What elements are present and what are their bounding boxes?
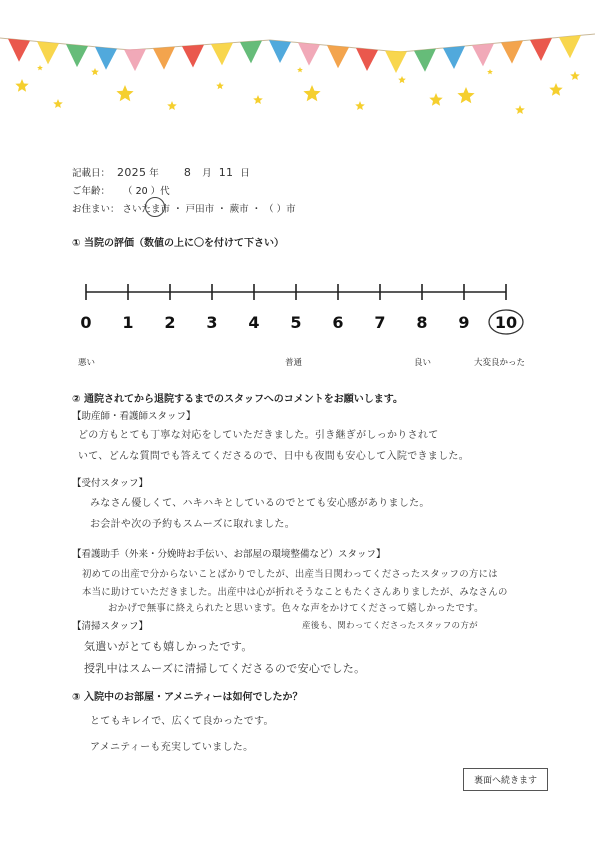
- reception-comment-line1: みなさん優しくて、ハキハキとしているのでとても安心感がありました。: [90, 498, 430, 509]
- date-month: 8: [183, 166, 192, 179]
- star-icon: [297, 67, 303, 72]
- scale-number-5: 5: [290, 313, 302, 332]
- bunting-flag: [269, 40, 291, 63]
- star-icon: [37, 65, 43, 70]
- bunting-flag: [153, 47, 175, 70]
- star-icon: [487, 69, 493, 74]
- rating-label-bad: 悪い: [78, 358, 96, 368]
- bunting-flag: [443, 46, 465, 69]
- bunting-flag: [8, 39, 30, 62]
- date-row: [72, 165, 250, 179]
- bunting-flag: [356, 48, 378, 71]
- bunting-flag: [298, 43, 320, 66]
- bunting-flag: [182, 45, 204, 68]
- cleaning-label: 【清掃スタッフ】: [72, 621, 149, 632]
- bunting-flag: [530, 38, 552, 61]
- rating-scale: [60, 250, 540, 340]
- rating-label-very-good: 大変良かった: [474, 358, 526, 368]
- star-icon: [429, 93, 442, 106]
- residence-selection-circle: [145, 197, 165, 217]
- bunting-flag: [472, 43, 494, 66]
- amenity-comment-line1: とてもキレイで、広くて良かったです。: [90, 716, 274, 727]
- assistant-comment-line3: おかげで無事に終えられたと思います。色々な声をかけてくださって嬉しかったです。: [108, 603, 484, 614]
- age-label: ご年齢：: [72, 186, 111, 197]
- star-icon: [53, 99, 63, 108]
- scale-number-3: 3: [206, 313, 218, 332]
- bunting-flag: [559, 35, 581, 58]
- star-icon: [91, 68, 99, 75]
- scale-number-2: 2: [164, 313, 176, 332]
- section3-title: ③ 入院中のお部屋・アメニティーは如何でしたか？: [72, 692, 303, 703]
- rating-label-normal: 普通: [285, 358, 303, 368]
- star-icon: [549, 83, 562, 96]
- assistant-comment-line2: 本当に助けていただきました。出産中は心が折れそうなこともたくさんありましたが、みなさんの: [82, 587, 508, 598]
- continue-on-back-button[interactable]: 裏面へ続きます: [463, 768, 548, 791]
- assistant-label: 【看護助手（外来・分娩時お手伝い、お部屋の環境整備など）スタッフ】: [72, 549, 386, 560]
- bunting-flag: [501, 41, 523, 64]
- bunting-flag: [66, 44, 88, 67]
- star-icon: [457, 87, 474, 103]
- residence-row: [72, 201, 296, 215]
- residence-label: お住まい：: [72, 204, 120, 215]
- age-row: [72, 183, 170, 197]
- assistant-comment-line1: 初めての出産で分からないことばかりでしたが、出産当日関わってくださったスタッフの方には: [82, 569, 498, 580]
- date-label: 記載日：: [72, 168, 111, 179]
- rating-label-good: 良い: [414, 358, 432, 368]
- residence-options: さいたま市 ・ 戸田市 ・ 蕨市 ・ （ ）市: [122, 204, 296, 215]
- date-year: 2025: [117, 166, 147, 179]
- star-icon: [15, 79, 28, 92]
- cleaning-comment-line2: 授乳中はスムーズに清掃してくださるので安心でした。: [84, 662, 366, 675]
- age-value: （ 20 ）代: [123, 186, 170, 197]
- section1-title: ① 当院の評価（数値の上に〇を付けて下さい）: [72, 238, 284, 249]
- bunting-flag: [211, 43, 233, 66]
- star-icon: [167, 101, 177, 110]
- date-day: 11: [218, 166, 234, 179]
- scale-number-6: 6: [332, 313, 344, 332]
- bunting-flag: [37, 41, 59, 64]
- bunting-flag: [385, 51, 407, 73]
- midwife-comment-line2: いて、どんな質問でも答えてくださるので、日中も夜間も安心して入院できました。: [78, 451, 469, 462]
- scale-number-7: 7: [374, 313, 386, 332]
- star-icon: [398, 76, 406, 83]
- reception-comment-line2: お会計や次の予約もスムーズに取れました。: [90, 519, 295, 530]
- star-icon: [303, 85, 320, 101]
- bunting-flag: [240, 41, 262, 64]
- star-icon: [216, 82, 224, 89]
- scale-number-4: 4: [248, 313, 260, 332]
- scale-number-9: 9: [458, 313, 470, 332]
- year-unit: 年: [149, 168, 159, 179]
- amenity-comment-line2: アメニティーも充実していました。: [90, 742, 254, 753]
- star-icon: [355, 101, 365, 110]
- star-icon: [116, 85, 133, 101]
- bunting-flag: [327, 45, 349, 68]
- reception-label: 【受付スタッフ】: [72, 478, 149, 489]
- scale-number-10: 10: [494, 313, 518, 332]
- star-icon: [253, 95, 263, 104]
- star-icon: [515, 105, 525, 114]
- bunting-flag: [124, 49, 146, 71]
- star-icon: [570, 71, 580, 80]
- cleaning-comment-line1: 気遣いがとても嬉しかったです。: [84, 640, 253, 653]
- bunting-flag: [95, 47, 117, 70]
- midwife-comment-line1: どの方もとても丁寧な対応をしていただきました。引き継ぎがしっかりされて: [78, 430, 439, 441]
- month-unit: 月: [202, 168, 212, 179]
- scale-number-0: 0: [80, 313, 92, 332]
- midwife-label: 【助産師・看護師スタッフ】: [72, 411, 196, 422]
- section2-title: ② 通院されてから退院するまでのスタッフへのコメントをお願いします。: [72, 394, 403, 405]
- bunting-decoration: [0, 0, 595, 125]
- scale-number-1: 1: [122, 313, 134, 332]
- scale-number-8: 8: [416, 313, 428, 332]
- assistant-comment-insert: 産後も、関わってくださったスタッフの方が: [302, 621, 478, 631]
- bunting-flag: [414, 49, 436, 72]
- day-unit: 日: [240, 168, 250, 179]
